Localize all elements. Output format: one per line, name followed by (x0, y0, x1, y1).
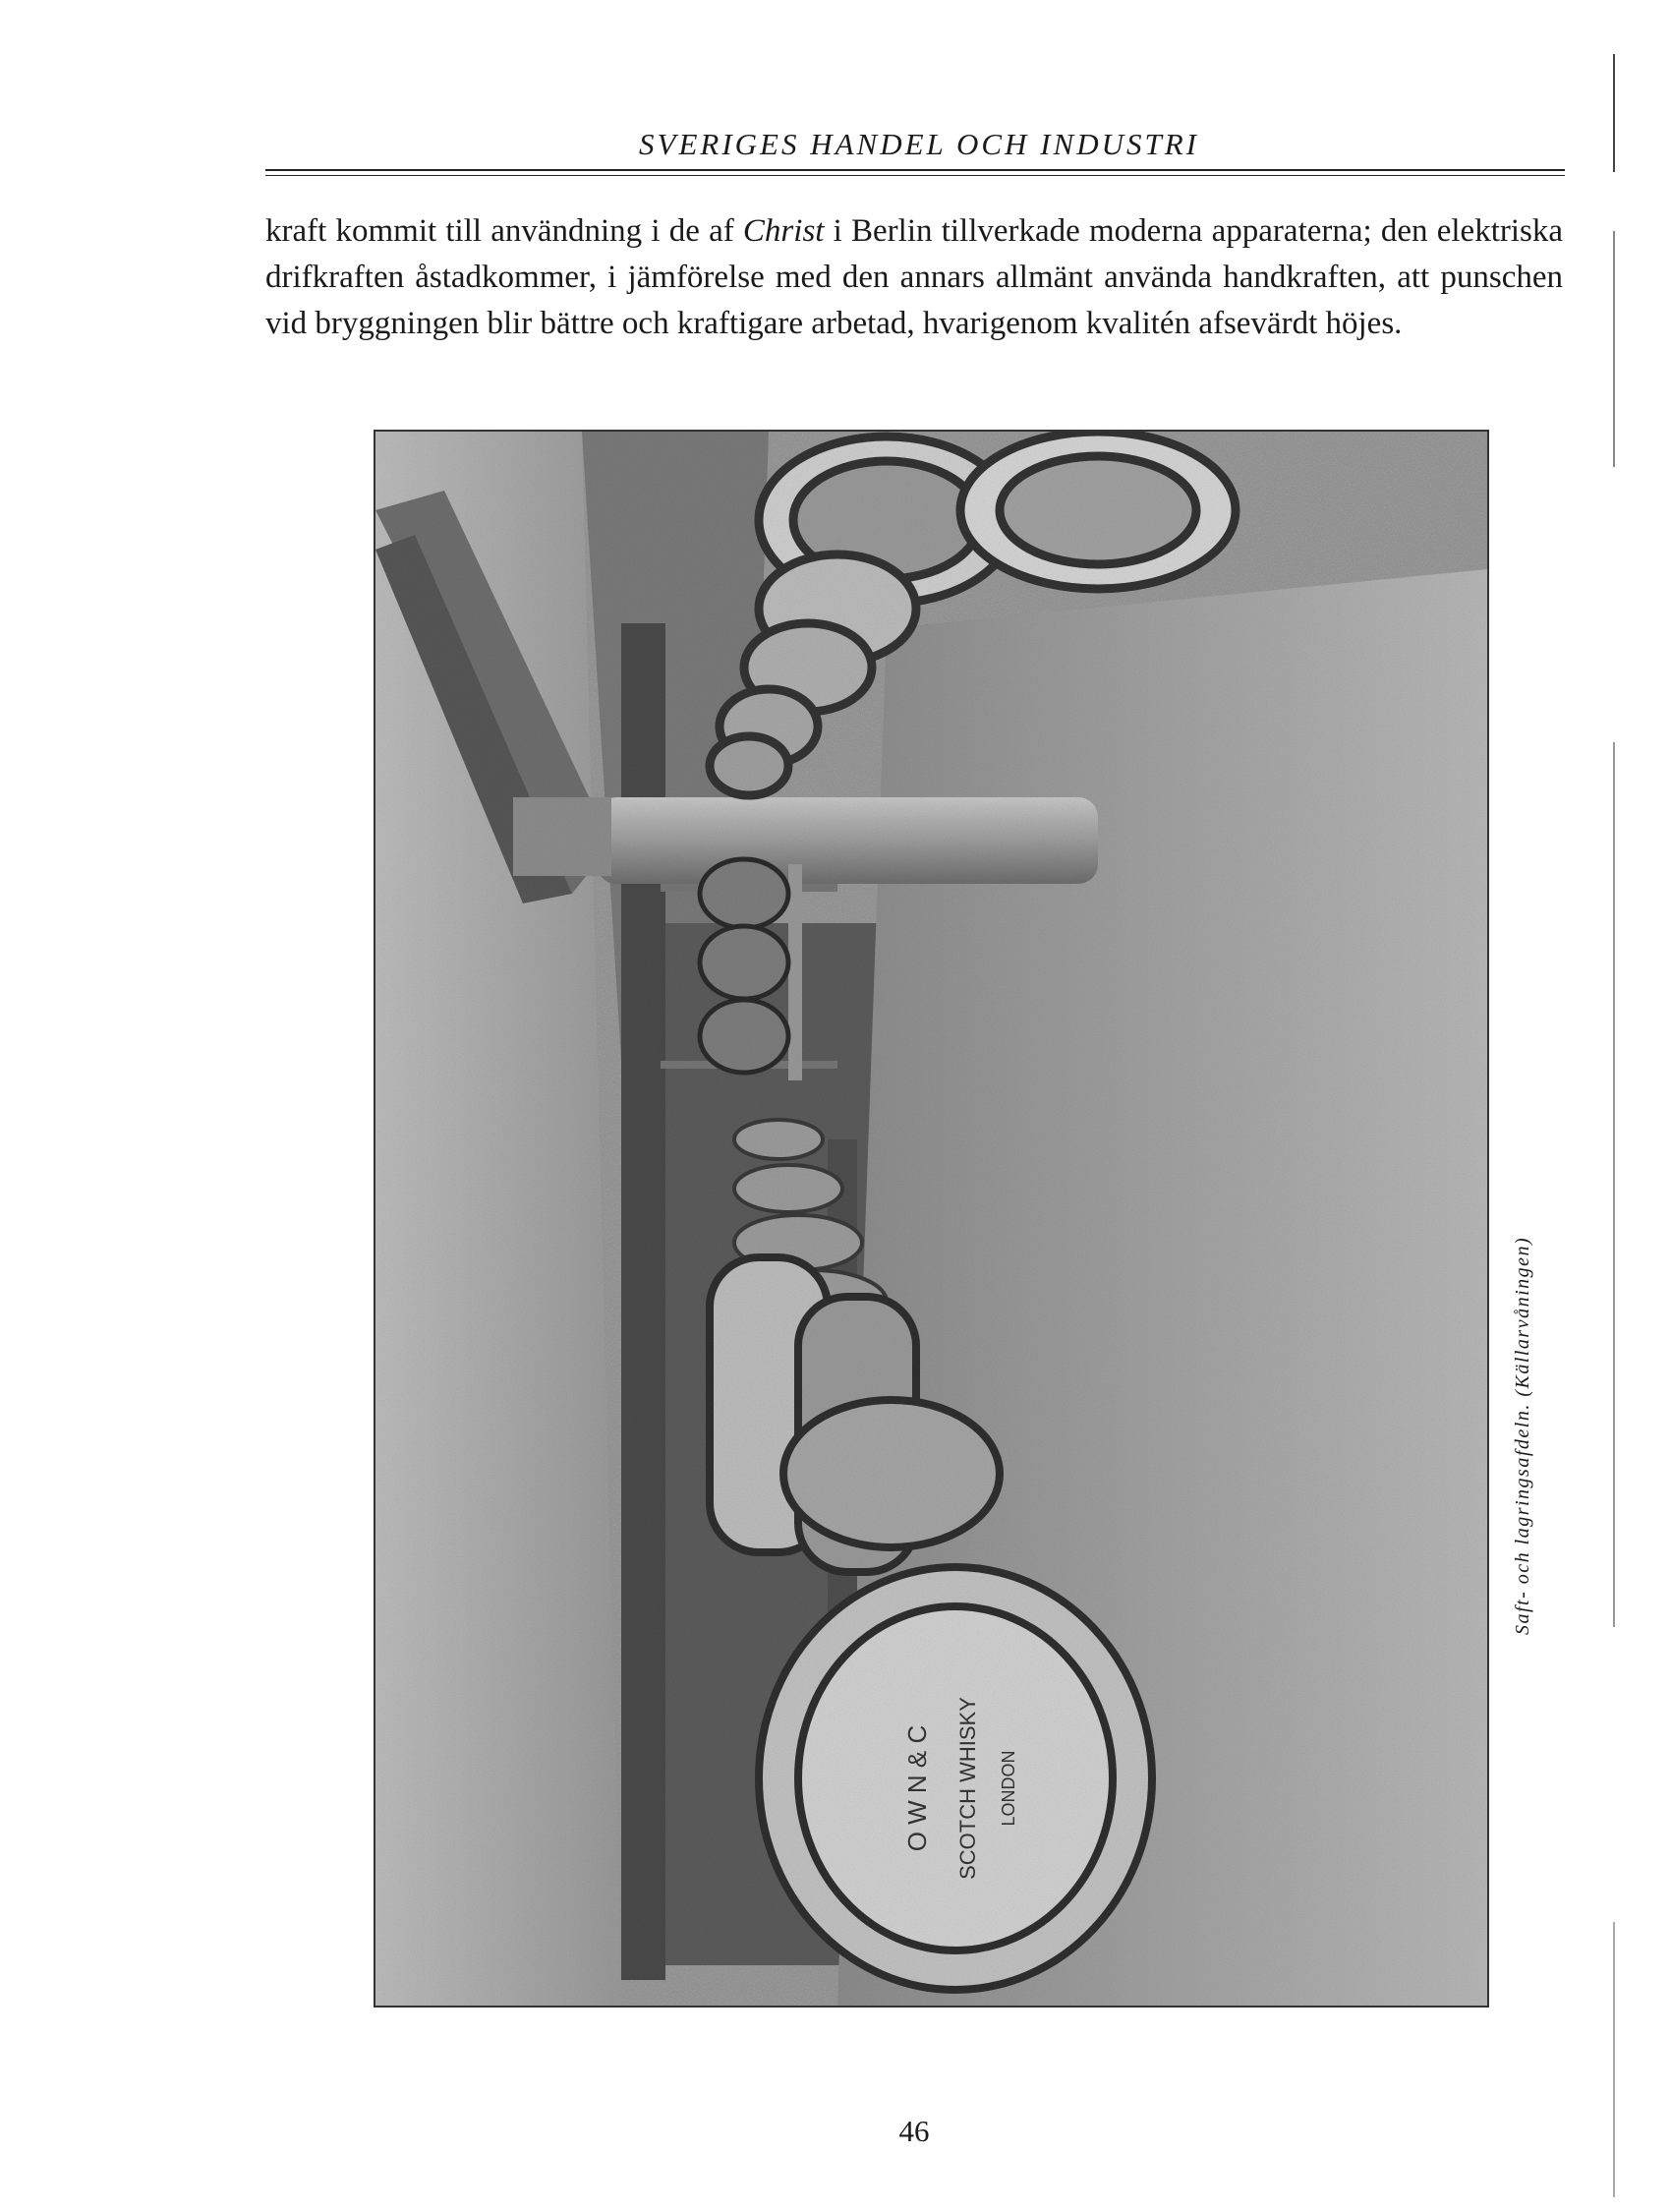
barrel-stencil-line-3: LONDON (999, 1750, 1018, 1827)
figure-caption-anchor (1512, 1236, 1533, 1635)
figure-caption: Saft- och lagringsafdeln. (Källarvåningen) (1512, 1236, 1533, 1635)
page-number: 46 (898, 2114, 930, 2148)
barrel-stencil-line-1: O W N & C (902, 1724, 932, 1852)
paragraph-text-start: kraft kommit till användning i de af (265, 213, 743, 249)
page-edge-shadow (1613, 54, 1615, 2197)
header-rule-thin (265, 175, 1565, 176)
body-paragraph (265, 208, 1563, 347)
cellar-photograph (374, 430, 1489, 2008)
barrel-stencil-line-2: SCOTCH WHISKY (955, 1697, 980, 1880)
cellar-photograph-drawing (375, 432, 1487, 2006)
paragraph-text-end: i Berlin tillverkade moderna apparaterna; den elektriska drifkraften åstadkommer, i jämförelse med den annars allmänt använda handkraften, att punschen vid bryggningen blir bättre och kraftigare arbetad, hvarigenom kvalitén afsevärdt höjes. (265, 213, 1564, 341)
header-rule (265, 169, 1565, 171)
running-head: SVERIGES HANDEL OCH INDUSTRI (639, 127, 1199, 161)
paragraph-name-christ: Christ (742, 213, 825, 249)
